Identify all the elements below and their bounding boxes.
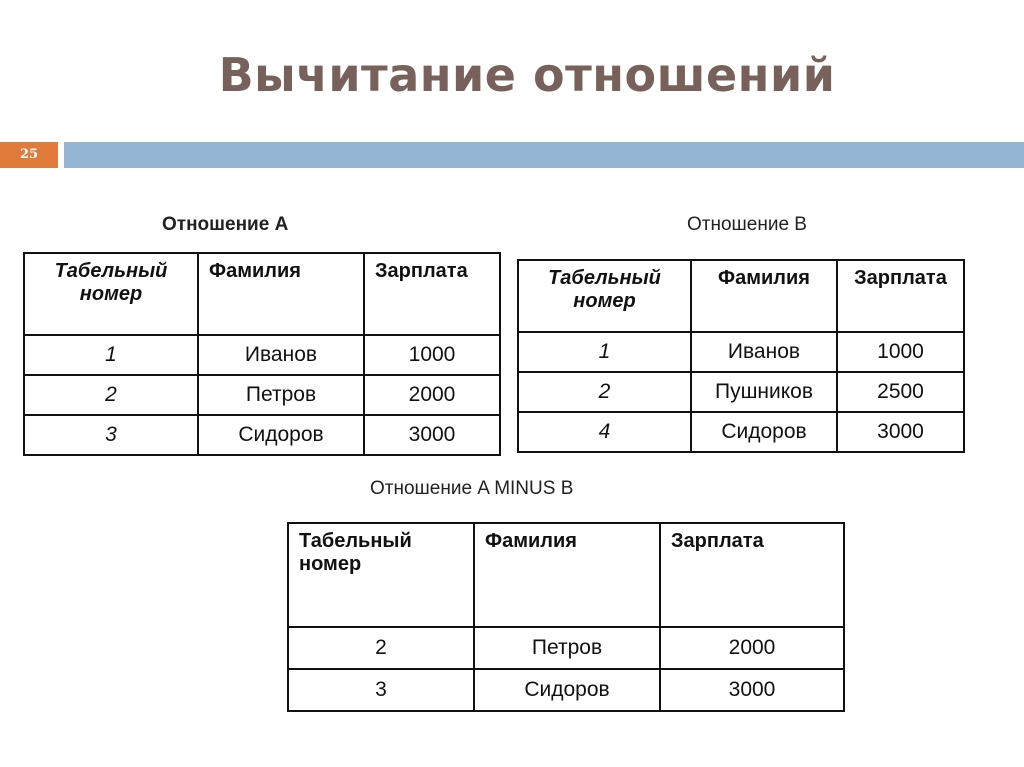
cell: 2000: [660, 627, 844, 669]
cell: Сидоров: [474, 669, 660, 711]
cell: Сидоров: [691, 412, 837, 452]
slide-title: Вычитание отношений: [218, 48, 836, 102]
header-cell: Табельный номер: [518, 260, 691, 332]
relation-a-table: [23, 252, 501, 456]
header-cell: Зарплата: [660, 523, 844, 627]
header-cell: Зарплата: [364, 253, 500, 335]
relation-a-minus-b-caption: Отношение A MINUS B: [370, 478, 574, 499]
cell: Иванов: [691, 332, 837, 372]
cell: Пушников: [691, 372, 837, 412]
cell: 2500: [837, 372, 964, 412]
table-row: [518, 332, 964, 372]
header-cell: Табельный номер: [24, 253, 198, 335]
header-cell: Фамилия: [691, 260, 837, 332]
cell: 1: [518, 332, 691, 372]
relation-b-caption: Отношение B: [687, 214, 807, 235]
relation-a-minus-b-table: [287, 522, 845, 712]
cell: 1000: [837, 332, 964, 372]
table-row: [24, 415, 500, 455]
cell: 3000: [660, 669, 844, 711]
cell: 2: [24, 375, 198, 415]
table-row: [288, 669, 844, 711]
cell: 3: [24, 415, 198, 455]
cell: 2: [288, 627, 474, 669]
slide-number-badge: 25: [0, 142, 58, 168]
cell: 1000: [364, 335, 500, 375]
relation-b-table: [517, 259, 965, 453]
cell: 3000: [837, 412, 964, 452]
relation-a-caption: Отношение A: [162, 214, 289, 235]
table-row: [288, 627, 844, 669]
header-cell: Табельный номер: [288, 523, 474, 627]
table-row: [24, 375, 500, 415]
cell: 3: [288, 669, 474, 711]
header-cell: Зарплата: [837, 260, 964, 332]
header-bar: [64, 142, 1024, 168]
header-cell: Фамилия: [198, 253, 364, 335]
cell: Петров: [198, 375, 364, 415]
cell: 2: [518, 372, 691, 412]
cell: 3000: [364, 415, 500, 455]
table-row: [518, 412, 964, 452]
header-cell: Фамилия: [474, 523, 660, 627]
table-row: [518, 372, 964, 412]
cell: 2000: [364, 375, 500, 415]
cell: Сидоров: [198, 415, 364, 455]
cell: 1: [24, 335, 198, 375]
cell: Петров: [474, 627, 660, 669]
table-row: [24, 335, 500, 375]
cell: Иванов: [198, 335, 364, 375]
cell: 4: [518, 412, 691, 452]
